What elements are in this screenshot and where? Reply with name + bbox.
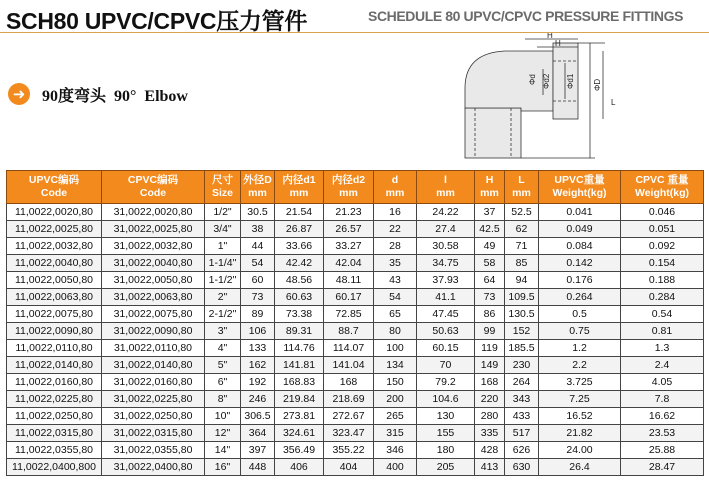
column-header [275, 171, 324, 204]
table-cell: 21.54 [275, 204, 324, 221]
table-cell: 0.092 [621, 238, 704, 255]
column-header [241, 171, 275, 204]
table-cell: 11,0022,0355,80 [7, 442, 102, 459]
table-cell: 26.87 [275, 221, 324, 238]
arrow-right-icon: ➜ [8, 83, 30, 105]
table-cell: 180 [417, 442, 475, 459]
column-header [205, 171, 241, 204]
table-row [7, 459, 704, 476]
table-cell: 16 [374, 204, 417, 221]
table-cell: 3.725 [539, 374, 621, 391]
table-cell: 0.041 [539, 204, 621, 221]
table-cell: 31,0022,0250,80 [102, 408, 205, 425]
column-header-line: Weight(kg) [552, 187, 607, 199]
page-title: SCH80 UPVC/CPVC压力管件 [6, 8, 308, 34]
table-cell: 31,0022,0110,80 [102, 340, 205, 357]
table-cell: 31,0022,0020,80 [102, 204, 205, 221]
header-band [0, 0, 709, 33]
column-header [324, 171, 374, 204]
column-header-line: UPVC编码 [28, 174, 80, 186]
table-cell: 104.6 [417, 391, 475, 408]
table-cell: 315 [374, 425, 417, 442]
table-cell: 2.4 [621, 357, 704, 374]
table-cell: 10" [205, 408, 241, 425]
table-cell: 355.22 [324, 442, 374, 459]
table-cell: 27.4 [417, 221, 475, 238]
column-header [621, 171, 704, 204]
table-cell: 0.049 [539, 221, 621, 238]
column-header-line: mm [436, 187, 455, 199]
table-cell: 31,0022,0090,80 [102, 323, 205, 340]
table-cell: 517 [505, 425, 539, 442]
table-cell: 406 [275, 459, 324, 476]
table-cell: 11,0022,0050,80 [7, 272, 102, 289]
table-cell: 80 [374, 323, 417, 340]
table-cell: 31,0022,0040,80 [102, 255, 205, 272]
table-row [7, 340, 704, 357]
table-cell: 14" [205, 442, 241, 459]
column-header-line: mm [385, 187, 405, 199]
table-cell: 48.56 [275, 272, 324, 289]
table-cell: 306.5 [241, 408, 275, 425]
column-header-line: 内径d2 [331, 174, 366, 186]
column-header-line: mm [289, 187, 309, 199]
table-cell: 11,0022,0400,800 [7, 459, 102, 476]
table-cell: 0.176 [539, 272, 621, 289]
table-cell: 30.58 [417, 238, 475, 255]
elbow-bottom-leg [465, 108, 521, 158]
table-cell: 4" [205, 340, 241, 357]
table-cell: 343 [505, 391, 539, 408]
table-cell: 100 [374, 340, 417, 357]
table-cell: 49 [475, 238, 505, 255]
table-cell: 356.49 [275, 442, 324, 459]
label-D: ΦD [593, 78, 602, 91]
table-cell: 1.3 [621, 340, 704, 357]
table-cell: 0.084 [539, 238, 621, 255]
column-header [475, 171, 505, 204]
table-row [7, 306, 704, 323]
table-cell: 31,0022,0075,80 [102, 306, 205, 323]
table-cell: 73.38 [275, 306, 324, 323]
table-cell: 4.05 [621, 374, 704, 391]
table-cell: 73 [475, 289, 505, 306]
column-header-line: 尺寸 [212, 174, 233, 186]
table-cell: 11,0022,0075,80 [7, 306, 102, 323]
table-cell: 7.8 [621, 391, 704, 408]
column-header [539, 171, 621, 204]
table-cell: 24.00 [539, 442, 621, 459]
table-cell: 0.046 [621, 204, 704, 221]
table-cell: 52.5 [505, 204, 539, 221]
table-cell: 85 [505, 255, 539, 272]
table-row [7, 221, 704, 238]
table-cell: 8" [205, 391, 241, 408]
table-row [7, 391, 704, 408]
section-title: 90度弯头 90° Elbow [42, 87, 188, 105]
table-cell: 42.04 [324, 255, 374, 272]
table-row [7, 374, 704, 391]
label-d1: Φd1 [566, 73, 575, 89]
table-cell: 114.07 [324, 340, 374, 357]
table-cell: 31,0022,0025,80 [102, 221, 205, 238]
table-cell: 42.42 [275, 255, 324, 272]
table-cell: 60.63 [275, 289, 324, 306]
table-cell: 31,0022,0315,80 [102, 425, 205, 442]
column-header [102, 171, 205, 204]
table-cell: 200 [374, 391, 417, 408]
column-header [7, 171, 102, 204]
table-cell: 11,0022,0315,80 [7, 425, 102, 442]
table-cell: 218.69 [324, 391, 374, 408]
table-cell: 23.53 [621, 425, 704, 442]
column-header-line: l [444, 174, 447, 186]
table-cell: 150 [374, 374, 417, 391]
elbow-diagram [455, 33, 625, 168]
table-cell: 73 [241, 289, 275, 306]
column-header-line: CPVC 重量 [635, 174, 689, 186]
table-cell: 0.284 [621, 289, 704, 306]
page-subtitle: SCHEDULE 80 UPVC/CPVC PRESSURE FITTINGS [368, 8, 684, 24]
table-cell: 119 [475, 340, 505, 357]
column-header-line: d [391, 174, 399, 186]
table-cell: 70 [417, 357, 475, 374]
table-row [7, 425, 704, 442]
table-cell: 1-1/2" [205, 272, 241, 289]
table-cell: 42.5 [475, 221, 505, 238]
table-cell: 246 [241, 391, 275, 408]
table-cell: 28 [374, 238, 417, 255]
table-cell: 141.81 [275, 357, 324, 374]
table-cell: 26.57 [324, 221, 374, 238]
table-cell: 273.81 [275, 408, 324, 425]
column-header [374, 171, 417, 204]
table-row [7, 323, 704, 340]
table-cell: 413 [475, 459, 505, 476]
table-cell: 400 [374, 459, 417, 476]
table-cell: 1/2" [205, 204, 241, 221]
table-cell: 11,0022,0040,80 [7, 255, 102, 272]
table-cell: 1.2 [539, 340, 621, 357]
column-header-line: H [485, 174, 494, 186]
table-cell: 11,0022,0140,80 [7, 357, 102, 374]
table-cell: 2" [205, 289, 241, 306]
table-cell: 106 [241, 323, 275, 340]
table-cell: 44 [241, 238, 275, 255]
table-cell: 62 [505, 221, 539, 238]
table-body [7, 204, 704, 476]
table-cell: 22 [374, 221, 417, 238]
column-header-line: CPVC编码 [127, 174, 179, 186]
table-cell: 1" [205, 238, 241, 255]
table-cell: 16.62 [621, 408, 704, 425]
table-cell: 6" [205, 374, 241, 391]
table-cell: 28.47 [621, 459, 704, 476]
column-header-line: Code [40, 187, 68, 199]
table-cell: 50.63 [417, 323, 475, 340]
table-cell: 168 [475, 374, 505, 391]
table-cell: 5" [205, 357, 241, 374]
table-cell: 448 [241, 459, 275, 476]
table-cell: 16" [205, 459, 241, 476]
table-cell: 33.27 [324, 238, 374, 255]
table-cell: 24.22 [417, 204, 475, 221]
table-cell: 65 [374, 306, 417, 323]
table-cell: 364 [241, 425, 275, 442]
table-cell: 38 [241, 221, 275, 238]
table-cell: 58 [475, 255, 505, 272]
table-cell: 86 [475, 306, 505, 323]
table-cell: 88.7 [324, 323, 374, 340]
table-cell: 1-1/4" [205, 255, 241, 272]
table-cell: 346 [374, 442, 417, 459]
section-heading [8, 82, 188, 106]
table-cell: 60.17 [324, 289, 374, 306]
table-cell: 3" [205, 323, 241, 340]
table-cell: 31,0022,0032,80 [102, 238, 205, 255]
table-cell: 230 [505, 357, 539, 374]
table-cell: 12" [205, 425, 241, 442]
table-cell: 54 [241, 255, 275, 272]
table-cell: 26.4 [539, 459, 621, 476]
column-header-line: mm [480, 187, 499, 199]
table-cell: 60.15 [417, 340, 475, 357]
table-cell: 64 [475, 272, 505, 289]
table-cell: 272.67 [324, 408, 374, 425]
table-cell: 11,0022,0032,80 [7, 238, 102, 255]
table-cell: 0.188 [621, 272, 704, 289]
table-cell: 335 [475, 425, 505, 442]
table-cell: 626 [505, 442, 539, 459]
table-cell: 130 [417, 408, 475, 425]
table-cell: 21.23 [324, 204, 374, 221]
table-cell: 94 [505, 272, 539, 289]
table-cell: 0.264 [539, 289, 621, 306]
table-cell: 47.45 [417, 306, 475, 323]
table-cell: 162 [241, 357, 275, 374]
label-d2: Φd2 [542, 73, 551, 89]
table-cell: 60 [241, 272, 275, 289]
table-cell: 133 [241, 340, 275, 357]
table-cell: 397 [241, 442, 275, 459]
table-cell: 37.93 [417, 272, 475, 289]
table-cell: 265 [374, 408, 417, 425]
table-cell: 114.76 [275, 340, 324, 357]
column-header-line: Size [211, 187, 233, 199]
table-cell: 280 [475, 408, 505, 425]
table-row [7, 357, 704, 374]
table-cell: 34.75 [417, 255, 475, 272]
table-cell: 16.52 [539, 408, 621, 425]
column-header-line: 外径D [243, 174, 272, 186]
table-cell: 35 [374, 255, 417, 272]
table-cell: 11,0022,0025,80 [7, 221, 102, 238]
table-cell: 89.31 [275, 323, 324, 340]
table-cell: 89 [241, 306, 275, 323]
table-cell: 404 [324, 459, 374, 476]
table-cell: 428 [475, 442, 505, 459]
table-cell: 71 [505, 238, 539, 255]
table-cell: 324.61 [275, 425, 324, 442]
table-cell: 0.81 [621, 323, 704, 340]
table-cell: 3/4" [205, 221, 241, 238]
table-cell: 31,0022,0140,80 [102, 357, 205, 374]
table-cell: 219.84 [275, 391, 324, 408]
table-cell: 168.83 [275, 374, 324, 391]
table-cell: 11,0022,0063,80 [7, 289, 102, 306]
table-cell: 11,0022,0160,80 [7, 374, 102, 391]
table-cell: 43 [374, 272, 417, 289]
table-cell: 31,0022,0400,80 [102, 459, 205, 476]
table-cell: 31,0022,0063,80 [102, 289, 205, 306]
table-cell: 2-1/2" [205, 306, 241, 323]
table-cell: 323.47 [324, 425, 374, 442]
table-cell: 0.142 [539, 255, 621, 272]
table-cell: 31,0022,0160,80 [102, 374, 205, 391]
table-cell: 11,0022,0020,80 [7, 204, 102, 221]
label-H-mid: H [555, 39, 561, 48]
label-H-top: H [547, 33, 553, 40]
table-cell: 109.5 [505, 289, 539, 306]
table-row [7, 272, 704, 289]
table-row [7, 204, 704, 221]
table-row [7, 442, 704, 459]
table-cell: 54 [374, 289, 417, 306]
table-cell: 0.54 [621, 306, 704, 323]
table-cell: 205 [417, 459, 475, 476]
table-cell: 37 [475, 204, 505, 221]
table-cell: 0.75 [539, 323, 621, 340]
column-header-line: Code [139, 187, 167, 199]
table-cell: 630 [505, 459, 539, 476]
spec-table [6, 170, 704, 476]
table-cell: 21.82 [539, 425, 621, 442]
elbow-body [465, 51, 553, 111]
table-cell: 185.5 [505, 340, 539, 357]
table-cell: 72.85 [324, 306, 374, 323]
table-cell: 0.051 [621, 221, 704, 238]
label-d: Φd [528, 74, 537, 85]
column-header [417, 171, 475, 204]
table-cell: 31,0022,0050,80 [102, 272, 205, 289]
column-header-line: 内径d1 [282, 174, 316, 186]
table-cell: 155 [417, 425, 475, 442]
table-cell: 134 [374, 357, 417, 374]
table-cell: 152 [505, 323, 539, 340]
table-row [7, 238, 704, 255]
table-cell: 0.154 [621, 255, 704, 272]
table-cell: 31,0022,0355,80 [102, 442, 205, 459]
table-cell: 99 [475, 323, 505, 340]
table-cell: 220 [475, 391, 505, 408]
table-cell: 0.5 [539, 306, 621, 323]
table-cell: 11,0022,0250,80 [7, 408, 102, 425]
table-cell: 11,0022,0110,80 [7, 340, 102, 357]
table-cell: 33.66 [275, 238, 324, 255]
column-header-line: mm [512, 187, 531, 199]
table-cell: 48.11 [324, 272, 374, 289]
table-cell: 41.1 [417, 289, 475, 306]
column-header-line: Weight(kg) [634, 187, 690, 199]
table-cell: 79.2 [417, 374, 475, 391]
table-cell: 25.88 [621, 442, 704, 459]
table-cell: 7.25 [539, 391, 621, 408]
column-header-line: mm [248, 187, 267, 199]
column-header-line: mm [339, 187, 358, 199]
table-cell: 11,0022,0090,80 [7, 323, 102, 340]
table-cell: 192 [241, 374, 275, 391]
column-header-line: L [518, 174, 525, 186]
table-cell: 2.2 [539, 357, 621, 374]
table-row [7, 408, 704, 425]
table-cell: 11,0022,0225,80 [7, 391, 102, 408]
table-cell: 30.5 [241, 204, 275, 221]
table-row [7, 255, 704, 272]
column-header-line: UPVC重量 [554, 174, 605, 186]
column-header [505, 171, 539, 204]
table-cell: 264 [505, 374, 539, 391]
table-cell: 168 [324, 374, 374, 391]
table-cell: 130.5 [505, 306, 539, 323]
table-header-row [7, 171, 704, 204]
table-cell: 433 [505, 408, 539, 425]
label-L: L [611, 98, 616, 107]
table-cell: 31,0022,0225,80 [102, 391, 205, 408]
table-cell: 149 [475, 357, 505, 374]
table-row [7, 289, 704, 306]
table-cell: 141.04 [324, 357, 374, 374]
